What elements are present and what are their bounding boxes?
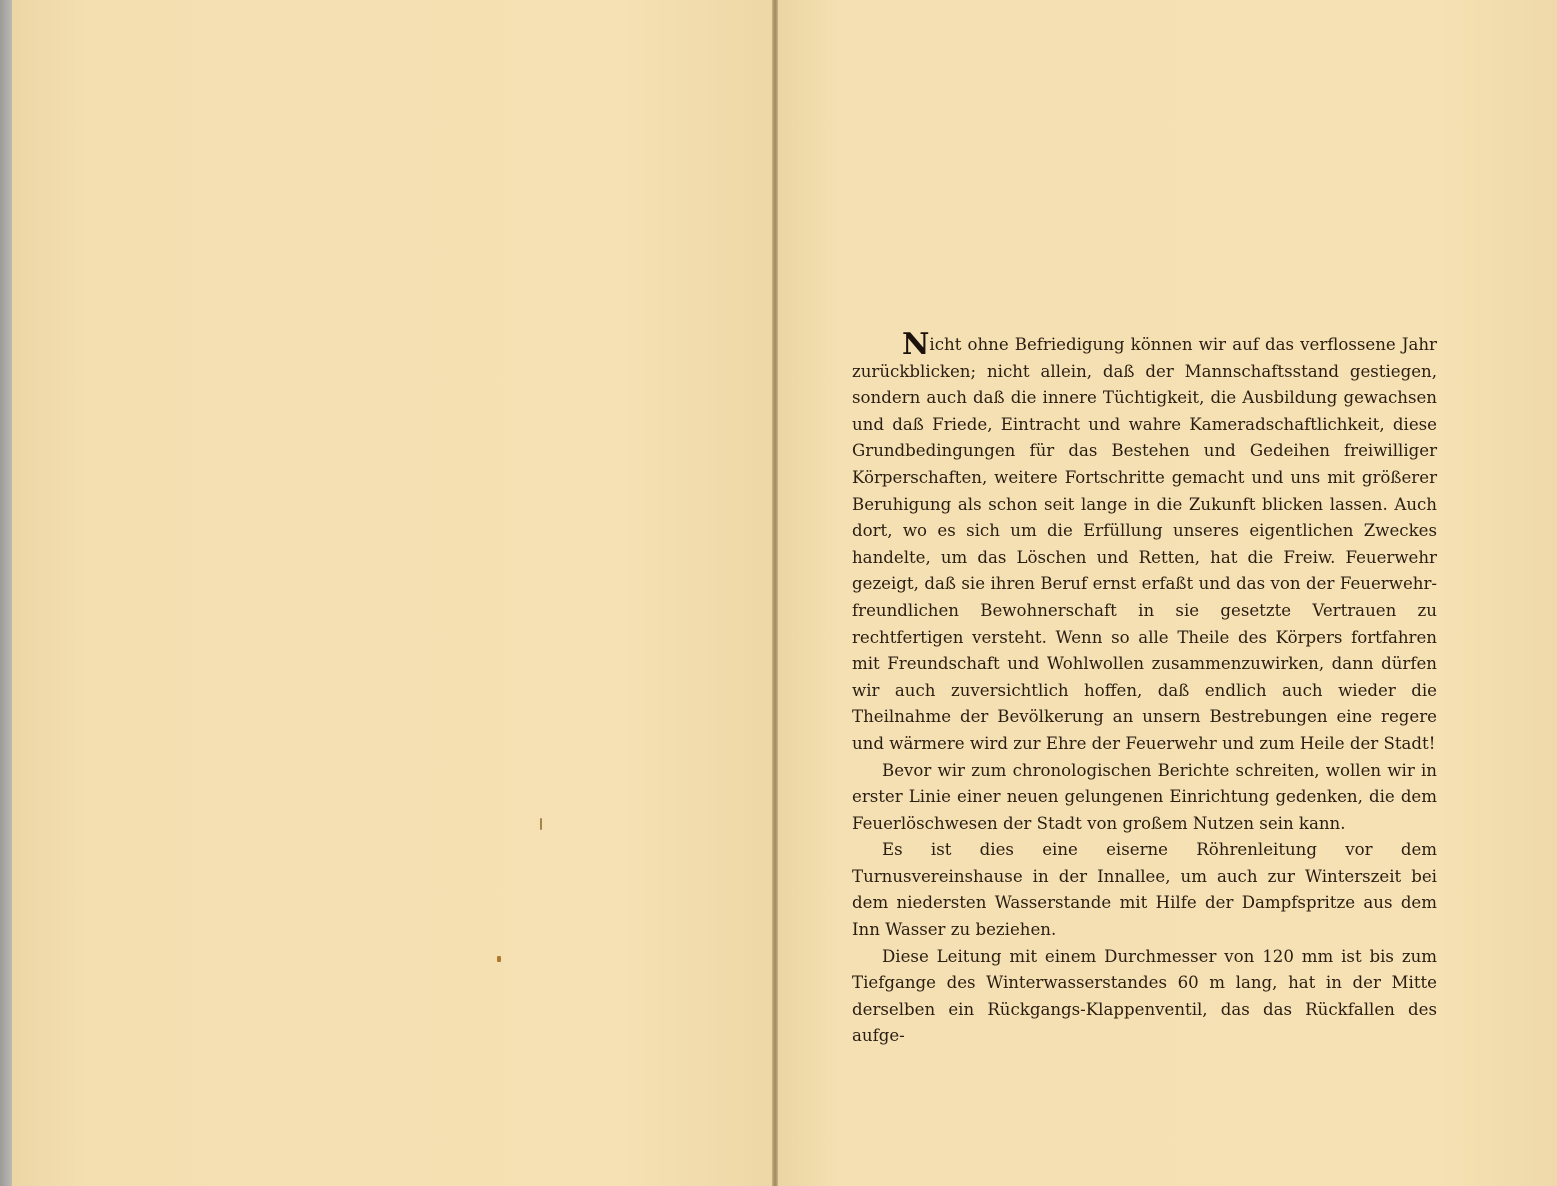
paper-speck xyxy=(540,818,542,830)
paragraph-1-text: icht ohne Befriedigung können wir auf das verflossene Jahr zurückblicken; nicht allein, daß der Mannschaftsstand gestiegen, sondern auch daß die innere Tüchtigkeit, die Ausbildung gewachsen und daß Friede, Eintracht und wahre Kameradschaftlichkeit, diese Grundbedingungen für das Bestehen und Gedeihen freiwilliger Körperschaften, weitere Fortschritte gemacht und uns mit größerer Beruhigung als schon seit lange in die Zukunft blicken lassen. Auch dort, wo es sich um die Erfüllung unseres eigentlichen Zweckes handelte, um das Löschen und Retten, hat die Freiw. Feuerwehr gezeigt, daß sie ihren Beruf ernst erfaßt und das von der Feuerwehr-freundlichen Bewohnerschaft in sie gesetzte Vertrauen zu rechtfertigen versteht. Wenn so alle Theile des Körpers fortfahren mit Freundschaft und Wohlwollen zusammenzuwirken, dann dürfen wir auch zuversichtlich hoffen, daß endlich auch wieder die Theilnahme der Bevölkerung an unsern Bestrebungen eine regere und wärmere wird zur Ehre der Feuerwehr und zum Heile der Stadt! xyxy=(852,335,1437,753)
body-text xyxy=(852,327,1437,1050)
paragraph-3: Es ist dies eine eiserne Röhrenleitung vor dem Turnusvereinshause in der Innallee, um auch zur Winterszeit bei dem niedersten Wasserstande mit Hilfe der Dampfspritze aus dem Inn Wasser zu beziehen. xyxy=(852,840,1437,940)
paper-speck xyxy=(497,956,501,962)
paragraph-4: Diese Leitung mit einem Durchmesser von 120 mm ist bis zum Tiefgange des Winterwasserstandes 60 m lang, hat in der Mitte derselben ein Rückgangs-Klappenventil, das das Rückfallen des aufge- xyxy=(852,946,1437,1046)
paragraph-2: Bevor wir zum chronologischen Berichte schreiten, wollen wir in erster Linie einer neuen gelungenen Einrichtung gedenken, die dem Feuerlöschwesen der Stadt von großem Nutzen sein kann. xyxy=(852,760,1437,833)
scan-edge xyxy=(0,0,12,1186)
paragraph-1 xyxy=(852,327,1437,758)
drop-cap: N xyxy=(902,327,930,362)
left-page-blank xyxy=(12,0,774,1186)
